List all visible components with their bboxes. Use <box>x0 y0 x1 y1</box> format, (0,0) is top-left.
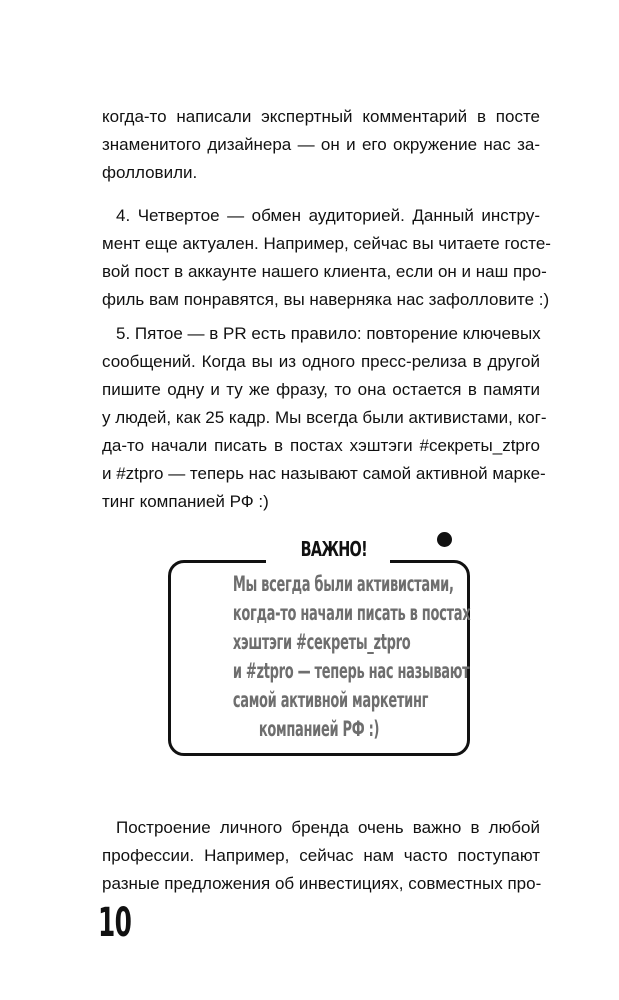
paragraph-line: знаменитого дизайнера — он и его окружение нас за- <box>102 135 540 154</box>
paragraph-line: у людей, как 25 кадр. Мы всегда были активистами, ког- <box>102 408 547 427</box>
paragraph-line: сообщений. Когда вы из одного пресс-релиза в другой <box>102 352 540 371</box>
paragraph-line: когда-то написали экспертный комментарий в посте <box>102 107 540 126</box>
paragraph-line: мент еще актуален. Например, сейчас вы читаете госте- <box>102 234 551 253</box>
paragraph-point-4 <box>102 202 551 314</box>
paragraph-continuation <box>102 103 540 187</box>
paragraph-point-5 <box>102 320 547 516</box>
paragraph-line: 4. Четвертое — обмен аудиторией. Данный инстру- <box>116 206 540 225</box>
page-number: 10 <box>98 900 132 946</box>
callout-line: и #ztpro — теперь нас называют <box>232 659 470 683</box>
paragraph-line: пишите одну и ту же фразу, то она остается в памяти <box>102 380 540 399</box>
callout-dot-icon <box>437 532 452 547</box>
paragraph-line: Построение личного бренда очень важно в любой <box>116 818 540 837</box>
paragraph-line: тинг компанией РФ :) <box>102 492 269 511</box>
paragraph-line: вой пост в аккаунте нашего клиента, если он и наш про- <box>102 262 547 281</box>
callout-line: компанией РФ :) <box>258 717 380 741</box>
callout-line: самой активной маркетинг <box>232 688 429 712</box>
callout-line: хэштэги #секреты_ztpro <box>232 630 411 654</box>
paragraph-personal-brand <box>102 814 540 898</box>
paragraph-line: разные предложения об инвестициях, совместных про- <box>102 874 542 893</box>
callout-line: когда-то начали писать в постах <box>232 601 471 625</box>
callout-title: ВАЖНО! <box>300 537 367 561</box>
paragraph-line: филь вам понравятся, вы наверняка нас зафолловите :) <box>102 290 550 309</box>
paragraph-line: и #ztpro — теперь нас называют самой активной марке- <box>102 464 546 483</box>
callout-body <box>180 570 471 744</box>
paragraph-line: профессии. Например, сейчас нам часто поступают <box>102 846 540 865</box>
paragraph-line: 5. Пятое — в PR есть правило: повторение ключевых <box>116 324 541 343</box>
callout-line: Мы всегда были активистами, <box>232 572 454 596</box>
paragraph-line: да-то начали писать в постах хэштэги #секреты_ztpro <box>102 436 540 455</box>
paragraph-line: фолловили. <box>102 163 198 182</box>
